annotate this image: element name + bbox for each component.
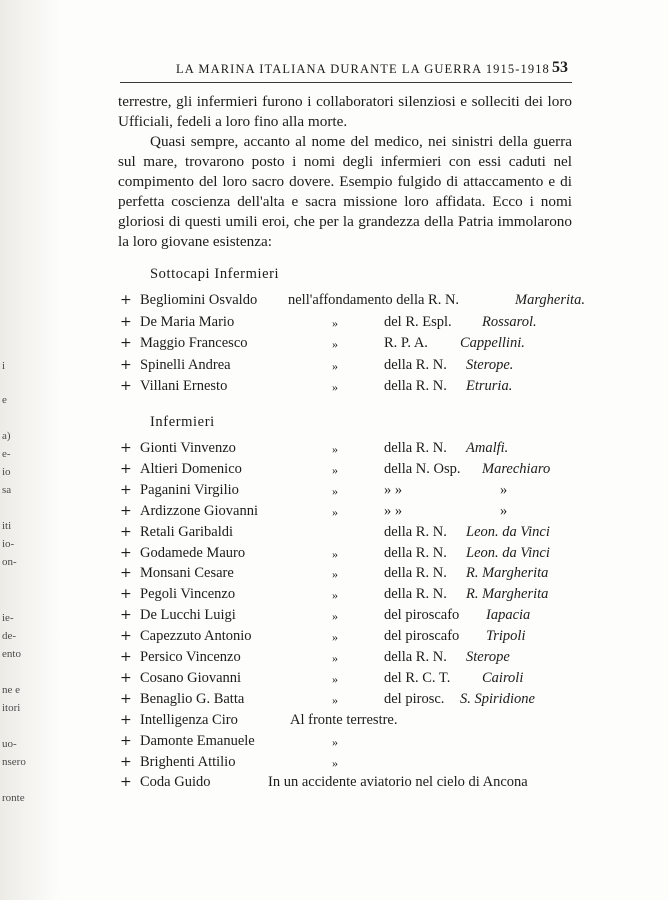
ship-name: Rossarol. bbox=[482, 313, 537, 330]
person-name: Pegoli Vincenzo bbox=[140, 586, 236, 603]
person-name: Gionti Vinvenzo bbox=[140, 440, 236, 456]
bleed-fragment: iti bbox=[2, 520, 12, 532]
casualty-place: della R. N. bbox=[384, 356, 447, 373]
cross-mark: + bbox=[120, 356, 132, 373]
ship-name: R. Margherita bbox=[466, 565, 549, 582]
cross-mark: + bbox=[120, 628, 132, 645]
bleed-fragment: nsero bbox=[2, 756, 26, 768]
bleed-fragment: io- bbox=[2, 538, 15, 550]
person-name: Monsani Cesare bbox=[140, 565, 234, 582]
person-name: Ardizzone Giovanni bbox=[140, 502, 258, 519]
infermieri-entry bbox=[120, 754, 580, 776]
sottocapi-entry bbox=[120, 335, 580, 357]
infermieri-entry bbox=[120, 440, 580, 462]
bleed-fragment: a) bbox=[2, 430, 11, 442]
ditto-mark: » bbox=[332, 483, 338, 498]
ship-name: R. Margherita bbox=[466, 586, 549, 603]
casualty-place: nell'affondamento della R. N. bbox=[288, 292, 460, 308]
ship-name: Tripoli bbox=[486, 628, 526, 645]
sottocapi-entry bbox=[120, 314, 580, 336]
infermieri-entry bbox=[120, 461, 580, 483]
running-title: LA MARINA ITALIANA DURANTE LA GUERRA 1915-1918 bbox=[176, 62, 550, 76]
ditto-mark: » bbox=[332, 755, 338, 770]
ditto-mark: » bbox=[332, 358, 338, 373]
cross-mark: + bbox=[120, 669, 132, 686]
cross-mark: + bbox=[120, 753, 132, 770]
casualty-place: della R. N. bbox=[384, 649, 447, 665]
cross-mark: + bbox=[120, 690, 132, 707]
bleed-fragment: e bbox=[2, 394, 7, 406]
infermieri-entry bbox=[120, 628, 580, 650]
person-name: Godamede Mauro bbox=[140, 544, 246, 561]
bleed-fragment: i bbox=[2, 360, 6, 372]
ditto-mark: » bbox=[332, 546, 338, 561]
ditto-mark: » bbox=[332, 734, 338, 749]
sottocapi-entry bbox=[120, 378, 580, 400]
person-name: Altieri Domenico bbox=[140, 460, 242, 477]
casualty-place: della N. Osp. bbox=[384, 460, 461, 477]
bleed-fragment: ie- bbox=[2, 612, 14, 624]
bleed-fragment: ento bbox=[2, 648, 21, 660]
bleed-fragment: itori bbox=[2, 702, 21, 714]
ship-name: Leon. da Vinci bbox=[466, 544, 550, 561]
cross-mark: + bbox=[120, 544, 132, 561]
ditto-mark: » bbox=[332, 337, 338, 352]
ditto-mark: » bbox=[332, 462, 338, 477]
infermieri-entry bbox=[120, 607, 580, 629]
casualty-place: del R. C. T. bbox=[384, 669, 451, 686]
infermieri-entry bbox=[120, 503, 580, 525]
person-name: Maggio Francesco bbox=[140, 335, 248, 352]
ditto-mark: » bbox=[332, 315, 338, 330]
casualty-place: della R. N. bbox=[384, 565, 447, 582]
casualty-place: del piroscafo bbox=[384, 607, 460, 624]
person-name: Capezzuto Antonio bbox=[140, 628, 252, 645]
person-name: Persico Vincenzo bbox=[140, 649, 241, 665]
cross-mark: + bbox=[120, 649, 132, 665]
intro-paragraph-2: Quasi sempre, accanto al nome del medico, nei sinistri della guerra sul mare, trovarono posto i nomi degli infermieri con essi caduti nel compimento del loro sacro dovere. Esempio fulgido di attaccamento e di perfetta coscienza dell'alta e sacra missione loro affidata. Ecco i nomi gloriosi di questi umili eroi, che per la grandezza della Patria immolarono la loro giovane esistenza: bbox=[118, 133, 572, 250]
casualty-place: Al fronte terrestre. bbox=[290, 711, 398, 728]
casualty-place: » » bbox=[384, 502, 403, 519]
cross-mark: + bbox=[120, 481, 132, 498]
infermieri-entry bbox=[120, 712, 580, 734]
casualty-place: della R. N. bbox=[384, 378, 447, 395]
cross-mark: + bbox=[120, 378, 132, 395]
left-margin-bleed-through bbox=[0, 0, 40, 900]
ditto-mark: » bbox=[332, 380, 338, 395]
infermieri-entry bbox=[120, 524, 580, 546]
person-name: Coda Guido bbox=[140, 774, 211, 791]
cross-mark: + bbox=[120, 460, 132, 477]
cross-mark: + bbox=[120, 711, 132, 728]
casualty-place: » » bbox=[384, 481, 403, 498]
ship-name: Margherita. bbox=[515, 292, 585, 308]
cross-mark: + bbox=[120, 607, 132, 624]
casualty-place: del R. Espl. bbox=[384, 313, 452, 330]
bleed-fragment: io bbox=[2, 466, 11, 478]
cross-mark: + bbox=[120, 335, 132, 352]
casualty-place: R. P. A. bbox=[384, 335, 428, 352]
cross-mark: + bbox=[120, 565, 132, 582]
ship-name: Cappellini. bbox=[460, 335, 525, 352]
ditto-mark: » bbox=[332, 630, 338, 645]
ship-name: Marechiaro bbox=[482, 460, 551, 477]
ship-name: Sterope. bbox=[466, 356, 514, 373]
casualty-place: In un accidente aviatorio nel cielo di Ancona bbox=[268, 774, 528, 791]
ditto-mark: » bbox=[332, 609, 338, 624]
sottocapi-entry bbox=[120, 357, 580, 379]
ship-name: Iapacia bbox=[486, 607, 531, 624]
person-name: Retali Garibaldi bbox=[140, 523, 234, 540]
casualty-place: della R. N. bbox=[384, 586, 447, 603]
ditto-mark: » bbox=[332, 692, 338, 707]
infermieri-entry bbox=[120, 565, 580, 587]
ship-name: Cairoli bbox=[482, 669, 524, 686]
ditto-mark: » bbox=[332, 671, 338, 686]
cross-mark: + bbox=[120, 440, 132, 456]
cross-mark: + bbox=[120, 732, 132, 749]
bleed-fragment: de- bbox=[2, 630, 17, 642]
sottocapi-heading: Sottocapi Infermieri bbox=[150, 266, 280, 282]
ship-name: » bbox=[500, 481, 508, 498]
person-name: De Lucchi Luigi bbox=[140, 607, 236, 624]
page-number: 53 bbox=[552, 59, 568, 76]
bleed-fragment: ne e bbox=[2, 684, 21, 696]
bleed-fragment: on- bbox=[2, 556, 17, 568]
person-name: Intelligenza Ciro bbox=[140, 711, 238, 728]
bleed-fragment: e- bbox=[2, 448, 11, 460]
sottocapi-entry bbox=[120, 292, 585, 314]
person-name: Villani Ernesto bbox=[140, 378, 228, 395]
ditto-mark: » bbox=[332, 504, 338, 519]
ship-name: » bbox=[500, 502, 508, 519]
ship-name: Etruria. bbox=[466, 378, 513, 395]
cross-mark: + bbox=[120, 502, 132, 519]
ditto-mark: » bbox=[332, 651, 338, 665]
cross-mark: + bbox=[120, 523, 132, 540]
infermieri-entry bbox=[120, 670, 580, 692]
cross-mark: + bbox=[120, 774, 132, 791]
bleed-fragment: uo- bbox=[2, 738, 17, 750]
ditto-mark: » bbox=[332, 567, 338, 582]
infermieri-entry bbox=[120, 482, 580, 504]
infermieri-entry bbox=[120, 649, 580, 671]
ditto-mark: » bbox=[332, 588, 338, 603]
cross-mark: + bbox=[120, 292, 132, 308]
person-name: Damonte Emanuele bbox=[140, 732, 255, 749]
infermieri-entry bbox=[120, 774, 580, 796]
bleed-fragment: sa bbox=[2, 484, 12, 496]
cross-mark: + bbox=[120, 586, 132, 603]
ship-name: Leon. da Vinci bbox=[466, 523, 550, 540]
page-header bbox=[120, 60, 572, 83]
intro-paragraph-1: terrestre, gli infermieri furono i collaboratori silenziosi e solleciti dei loro Ufficiali, fedeli a loro fino alla morte. bbox=[118, 93, 572, 130]
casualty-place: del piroscafo bbox=[384, 628, 460, 645]
infermieri-entry bbox=[120, 733, 580, 755]
casualty-place: del pirosc. bbox=[384, 690, 445, 707]
person-name: Brighenti Attilio bbox=[140, 753, 236, 770]
person-name: Begliomini Osvaldo bbox=[140, 292, 258, 308]
infermieri-entry bbox=[120, 586, 580, 608]
person-name: Paganini Virgilio bbox=[140, 481, 239, 498]
ship-name: Amalfi. bbox=[466, 440, 509, 456]
ditto-mark: » bbox=[332, 442, 338, 456]
infermieri-entry bbox=[120, 691, 580, 713]
person-name: Benaglio G. Batta bbox=[140, 690, 245, 707]
ship-name: S. Spiridione bbox=[460, 690, 535, 707]
casualty-place: della R. N. bbox=[384, 440, 447, 456]
infermieri-heading: Infermieri bbox=[150, 414, 215, 430]
person-name: Cosano Giovanni bbox=[140, 669, 242, 686]
casualty-place: della R. N. bbox=[384, 544, 447, 561]
casualty-place: della R. N. bbox=[384, 523, 447, 540]
bleed-fragment: ronte bbox=[2, 792, 25, 804]
intro-text bbox=[118, 92, 572, 252]
infermieri-entry bbox=[120, 545, 580, 567]
ship-name: Sterope bbox=[466, 649, 510, 665]
person-name: De Maria Mario bbox=[140, 313, 235, 330]
person-name: Spinelli Andrea bbox=[140, 356, 231, 373]
cross-mark: + bbox=[120, 313, 132, 330]
